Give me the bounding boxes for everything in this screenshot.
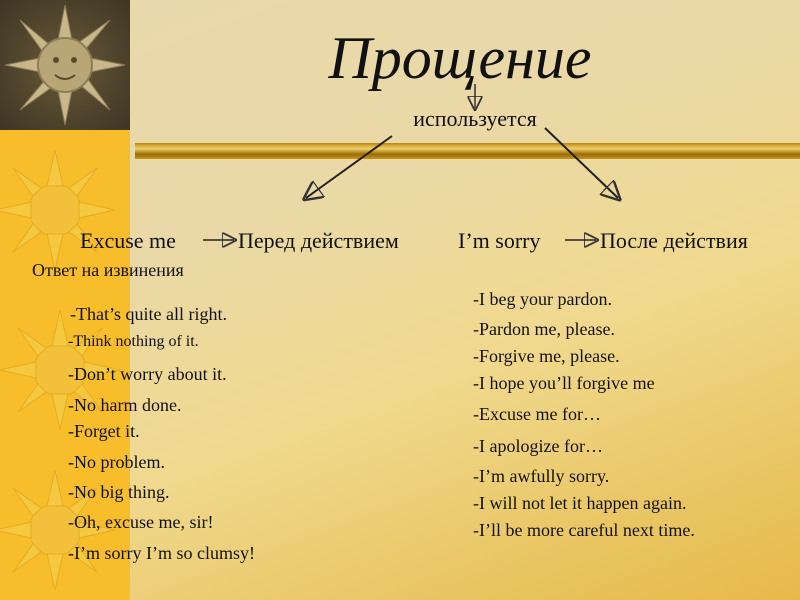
- list-item: -No big thing.: [68, 482, 170, 502]
- used-label: используется: [413, 106, 537, 131]
- slide-title: Прощение: [328, 25, 592, 91]
- reply-heading: Ответ на извинения: [32, 260, 184, 280]
- list-item: -Excuse me for…: [473, 404, 601, 424]
- excuse-meaning: Перед действием: [238, 228, 399, 253]
- list-item: -No problem.: [68, 452, 165, 472]
- list-item: -Think nothing of it.: [68, 333, 199, 350]
- list-item: -I hope you’ll forgive me: [473, 373, 655, 393]
- list-item: -I’ll be more careful next time.: [473, 520, 695, 540]
- excuse-phrase: Excuse me: [80, 228, 176, 253]
- list-item: -I’m awfully sorry.: [473, 466, 610, 486]
- list-item: -I’m sorry I’m so clumsy!: [68, 543, 255, 563]
- sorry-meaning: После действия: [600, 228, 748, 253]
- list-item: -Forgive me, please.: [473, 346, 620, 366]
- list-item: -Forget it.: [68, 421, 140, 441]
- sorry-phrase: I’m sorry: [458, 228, 541, 253]
- list-item: -Don’t worry about it.: [68, 364, 227, 384]
- right-branch-arrow-icon: [545, 128, 618, 198]
- left-branch-arrow-icon: [306, 136, 392, 198]
- list-item: -No harm done.: [68, 395, 182, 415]
- list-item: -I apologize for…: [473, 436, 603, 456]
- list-item: -I will not let it happen again.: [473, 493, 687, 513]
- list-item: -Oh, excuse me, sir!: [68, 512, 214, 532]
- list-item: -Pardon me, please.: [473, 319, 615, 339]
- list-item: -That’s quite all right.: [70, 304, 227, 324]
- list-item: -I beg your pardon.: [473, 289, 612, 309]
